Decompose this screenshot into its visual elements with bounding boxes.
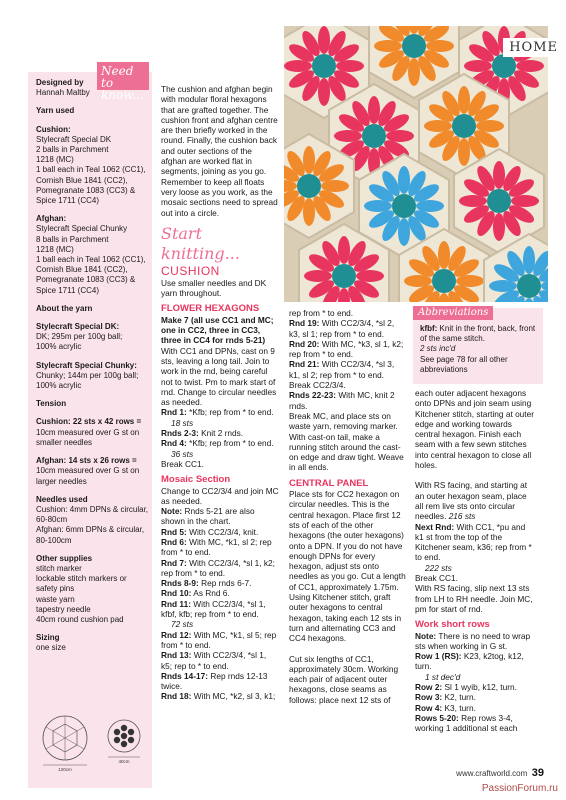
- abbr-term: kfbf:: [420, 324, 438, 333]
- paragraph-text: Break CC2/3/4.: [289, 380, 346, 391]
- paragraph: [289, 308, 407, 318]
- sidebar-line: 1218 (MC): [36, 244, 74, 254]
- need-to-know-content: [36, 78, 150, 654]
- petal: [364, 200, 392, 212]
- sidebar-heading: Cushion:: [36, 124, 71, 134]
- sidebar-line: Spice 1711 (CC4): [36, 196, 99, 206]
- petal: [456, 275, 484, 287]
- abbr-inc: 2 sts inc'd: [420, 344, 456, 354]
- paragraph-text: Break MC, and place sts on waste yarn, removing marker. With cast-on tail, make a running stitch around the cast-on edge and draw tight. Weave in all ends.: [289, 410, 404, 473]
- petal: [368, 96, 380, 124]
- row-text: Rnds 5-21 are also shown in the chart.: [161, 506, 255, 527]
- pattern-row: [161, 506, 279, 527]
- footer-site: www.craftworld.com: [456, 769, 528, 778]
- row-text: There is no need to wrap sts when working in G st.: [415, 630, 531, 651]
- subsection-heading: Work short rows: [415, 619, 490, 631]
- sidebar-line: Pomegranate 1083 (CC3) &: [36, 185, 136, 195]
- row-text: With CC2/3/4, *sl 1, k2; rep from * to end.: [161, 557, 275, 578]
- subsection-heading: Mosaic Section: [161, 474, 231, 486]
- need-to-know-tab: Need to know...: [97, 62, 149, 90]
- row-text: With MC, *k3, sl 1, k2; rep from * to end.: [289, 338, 404, 360]
- row-label: Rnd 21:: [289, 359, 320, 370]
- petal: [459, 195, 487, 207]
- sidebar-line: Cornish Blue 1841 (CC2),: [36, 265, 128, 275]
- abbr-def: Knit in the front, back, front of the same stitch.: [420, 324, 536, 344]
- sidebar-line: 80-100cm: [36, 535, 72, 545]
- pattern-row: [161, 527, 279, 537]
- row-text: K2, turn.: [442, 692, 476, 703]
- petal: [303, 146, 315, 174]
- sidebar-heading: Afghan:: [36, 214, 67, 224]
- sidebar-heading: Afghan: 14 sts x 26 rows =: [36, 456, 137, 466]
- row-label: Rnd 1:: [161, 407, 187, 418]
- subsection-heading: FLOWER HEXAGONS: [161, 303, 260, 315]
- pattern-row: [415, 651, 535, 682]
- paragraph-text: With RS facing, and starting at an outer hexagon seam, place all rem live sts onto circular needles.: [415, 480, 528, 522]
- paragraph: [415, 388, 535, 470]
- sidebar-heading: Other supplies: [36, 553, 93, 563]
- abbreviations-tab: Abbreviations: [413, 306, 493, 320]
- pattern-row: [161, 537, 279, 558]
- stitch-count: 18 sts: [171, 417, 194, 428]
- row-text: As Rnd 6.: [191, 588, 230, 599]
- petal: [284, 60, 312, 72]
- petal: [374, 40, 402, 52]
- pattern-row: [415, 682, 535, 692]
- sidebar-line: larger needles: [36, 476, 87, 486]
- sidebar-line: Spice 1711 (CC4): [36, 285, 99, 295]
- sidebar-line: 40cm round cushion pad: [36, 614, 124, 624]
- row-label: Rnds 22-23:: [289, 390, 337, 401]
- stitch-count: 72 sts: [171, 619, 194, 630]
- afghan-size-icon: [43, 716, 87, 765]
- sizing-diagram: [32, 712, 150, 772]
- row-label: Rnds 14-17:: [161, 670, 209, 681]
- row-label: Rnd 5:: [161, 526, 187, 537]
- row-text: *Kfb; rep from * to end.: [186, 438, 274, 449]
- paragraph-text: With CC1 and DPNs, cast on 9 sts, leaving a long tail. Join to work in the rnd, being careful not to twist. Pm to mark start of rnd. Change to circular needles as needed.: [161, 345, 277, 408]
- petal: [458, 86, 470, 114]
- row-text: K23, k2tog, k12, turn.: [415, 651, 524, 672]
- pattern-column-2: [289, 308, 407, 705]
- paragraph-text: each outer adjacent hexagons onto DPNs and join seam using Kitchener stitch, starting at outer edge and working towards central hexagon. Finish each seam with a few sewn stitches into central hexagon to close all holes.: [415, 388, 534, 471]
- pattern-row: [161, 428, 279, 438]
- sidebar-line: Cornish Blue 1841 (CC2),: [36, 175, 128, 185]
- pattern-row: [289, 390, 407, 411]
- paragraph-text: With RS facing, slip next 13 sts from LH to RH needle. Join MC, pm for start of rnd.: [415, 583, 533, 614]
- row-text: With CC2/3/4, knit.: [186, 526, 259, 537]
- pattern-row: [415, 703, 535, 713]
- section-title: CUSHION: [161, 263, 220, 278]
- row-text: Knit 2 rnds.: [198, 428, 244, 439]
- pattern-row: [161, 588, 279, 598]
- cushion-size-label: 40cm: [118, 759, 130, 764]
- sidebar-line: tapestry needle: [36, 604, 91, 614]
- paragraph: [289, 411, 407, 473]
- pattern-row: [161, 407, 279, 428]
- petal: [318, 26, 330, 54]
- petal: [408, 58, 420, 86]
- flower-centre: [362, 124, 386, 148]
- row-text: *Kfb; rep from * to end.: [186, 407, 274, 418]
- sidebar-line: waste yarn: [36, 594, 75, 604]
- petal: [321, 180, 349, 192]
- petal: [493, 161, 505, 189]
- paragraph: [289, 489, 407, 643]
- sidebar-line: one size: [36, 643, 66, 653]
- abbreviations-content: [420, 324, 540, 375]
- sidebar-heading: Sizing: [36, 633, 60, 643]
- petal: [386, 130, 414, 142]
- pattern-row: [415, 522, 535, 573]
- pattern-column-1: [161, 84, 279, 702]
- sidebar-line: DK; 295m per 100g ball;: [36, 332, 123, 342]
- sidebar-line: 1 ball each in Teal 1062 (CC1),: [36, 255, 146, 265]
- row-label: Rnd 13:: [161, 650, 192, 661]
- flower-centre: [517, 274, 541, 298]
- petal: [476, 120, 504, 132]
- row-label: Rnds 8-9:: [161, 578, 199, 589]
- sidebar-line: safety pins: [36, 584, 75, 594]
- petal: [424, 120, 452, 132]
- spacer: [289, 644, 407, 654]
- row-label: Rnd 11:: [161, 598, 191, 609]
- pattern-row: [161, 671, 279, 692]
- sidebar-line: Hannah Maltby: [36, 88, 90, 98]
- pattern-row: [415, 692, 535, 702]
- row-text: With CC2/3/4, *sl 1, kfbf, kfb; rep from * to end.: [161, 598, 266, 620]
- row-label: Row 3:: [415, 692, 443, 703]
- pattern-row: [415, 713, 535, 734]
- paragraph-text: Break CC1.: [161, 458, 204, 469]
- page-footer: [456, 767, 544, 779]
- row-text: With CC2/3/4, *sl 1, k5; rep to * to end.: [161, 650, 267, 671]
- paragraph-text: Cut six lengths of CC1, approximately 30cm. Working each pair of adjacent outer hexagons, close seams as follows: place next 12 sts of: [289, 653, 399, 705]
- row-text: With CC2/3/4, *sl 2, k3, sl 1; rep from * to end.: [289, 318, 395, 339]
- sidebar-line: 60-80cm: [36, 515, 68, 525]
- paragraph: [415, 480, 535, 521]
- sidebar-line: Stylecraft Special DK: [36, 134, 112, 144]
- petal: [318, 78, 330, 106]
- petal: [398, 218, 410, 246]
- stitch-count: 36 sts: [171, 448, 194, 459]
- paragraph: [161, 486, 279, 507]
- row-label: Rnd 19:: [289, 318, 320, 329]
- paragraph: [289, 380, 407, 390]
- petal: [426, 40, 454, 52]
- flower-centre: [432, 269, 456, 293]
- paragraph-text: Change to CC2/3/4 and join MC as needed.: [161, 485, 279, 506]
- sidebar-line: Cushion: 4mm DPNs & circular,: [36, 504, 149, 514]
- subsection-heading: CENTRAL PANEL: [289, 477, 369, 489]
- row-label: Rnd 18:: [161, 691, 192, 702]
- stitch-count: 216 sts: [448, 511, 476, 522]
- petal: [458, 138, 470, 166]
- pattern-row: [161, 691, 279, 701]
- row-label: Note:: [161, 506, 183, 517]
- petal: [404, 275, 432, 287]
- row-label: Rnds 2-3:: [161, 428, 199, 439]
- stitch-count: 222 sts: [425, 562, 452, 573]
- abbr-see: See page 78 for all other abbreviations: [420, 354, 508, 374]
- paragraph: [415, 583, 535, 614]
- row-text: With MC, *k2, sl 3, k1;: [191, 691, 276, 702]
- petal: [338, 236, 350, 264]
- sidebar-heading: About the yarn: [36, 303, 93, 313]
- row-label: Rnd 20:: [289, 338, 320, 349]
- pattern-column-3: [415, 388, 535, 734]
- row-text: Rep rows 3-4, working 1 additional st each: [415, 712, 518, 734]
- pattern-row: [161, 578, 279, 588]
- pattern-row: [161, 630, 279, 651]
- paragraph-text: Use smaller needles and DK yarn throughout.: [161, 277, 267, 299]
- row-text: Sl 1 wyib, k12, turn.: [442, 682, 517, 693]
- sidebar-heading: Needles used: [36, 494, 88, 504]
- pattern-row: [289, 318, 407, 339]
- section-label: HOME: [503, 38, 564, 57]
- sidebar-line: Stylecraft Special Chunky: [36, 224, 128, 234]
- sidebar-line: 2 balls in Parchment: [36, 145, 109, 155]
- sidebar-line: 10cm measured over G st on: [36, 427, 140, 437]
- pattern-row: [289, 359, 407, 380]
- row-text: With MC, *k1, sl 2; rep from * to end.: [161, 536, 272, 558]
- sidebar-heading: Stylecraft Special DK:: [36, 322, 120, 332]
- sidebar-line: 1 ball each in Teal 1062 (CC1),: [36, 165, 146, 175]
- flower-centre: [487, 189, 511, 213]
- paragraph-text: The cushion and afghan begin with modular floral hexagons that are grafted together. The cushion front and afghan centre are then briefly worked in the round. Finally, the cushion back and outer sections of the afghan are worked flat in segments, joining as you go. Remember to keep all floats very loose as you work, as the mosaic sections need to spread out into a circle.: [161, 84, 278, 218]
- row-text: K3, turn.: [442, 702, 476, 713]
- flower-centre: [392, 194, 416, 218]
- paragraph: [161, 278, 279, 299]
- sidebar-heading: Tension: [36, 399, 67, 409]
- row-label: Rnd 4:: [161, 438, 187, 449]
- sidebar-line: Pomegranate 1083 (CC3) &: [36, 275, 136, 285]
- row-label: Rnd 6:: [161, 536, 187, 547]
- paragraph-text: rep from * to end.: [289, 308, 354, 318]
- row-label: Row 2:: [415, 682, 443, 693]
- row-text: With MC, *k1, sl 5; rep from * to end.: [161, 629, 277, 650]
- row-label: Rnd 12:: [161, 629, 192, 640]
- paragraph-text: Place sts for CC2 hexagon on circular needles. This is the central hexagon. Place first 12 sts of each of the other hexagons (the outer hexagons) onto a DPN. If you do not have enough DPNs for every hexagon, adjust sts onto needles as you go. Cut a length of CC1, approximately 1.75m. Using Kitchener stitch, graft outer hexagons to central hexagon, taking each 12 sts in turn and alternating CC3 and CC4 hexagons.: [289, 489, 406, 644]
- petal: [523, 246, 535, 274]
- row-label: Row 1 (RS):: [415, 651, 462, 662]
- bold-instruction: Make 7 (all use CC1 and MC; one in CC2, three in CC3, three in CC4 for rnds 5-21): [161, 314, 274, 346]
- page-number: 39: [531, 767, 544, 779]
- petal: [334, 130, 362, 142]
- row-label: Rnd 10:: [161, 588, 192, 599]
- flower-centre: [452, 114, 476, 138]
- petal: [516, 60, 544, 72]
- sidebar-line: smaller needles: [36, 437, 93, 447]
- flower-centre: [297, 174, 321, 198]
- sidebar-line: lockable stitch markers or: [36, 574, 127, 584]
- sidebar-line: Chunky; 144m per 100g ball;: [36, 370, 139, 380]
- petal: [493, 213, 505, 241]
- sidebar-heading: Stylecraft Special Chunky:: [36, 360, 137, 370]
- pattern-row: [289, 339, 407, 360]
- petal: [464, 60, 492, 72]
- sidebar-line: 1218 (MC): [36, 155, 74, 165]
- sidebar-heading: Cushion: 22 sts x 42 rows =: [36, 417, 142, 427]
- petal: [511, 195, 539, 207]
- spacer: [415, 470, 535, 480]
- sidebar-line: Afghan: 6mm DPNs & circular,: [36, 525, 145, 535]
- petal: [336, 60, 364, 72]
- row-text: With CC1, *pu and k1 st from the top of the Kitchener seam, k36; rep from * to end.: [415, 521, 532, 563]
- sidebar-line: 10cm measured over G st on: [36, 466, 140, 476]
- pattern-row: [161, 650, 279, 671]
- start-knitting-heading: Start knitting...: [161, 223, 240, 263]
- petal: [416, 200, 444, 212]
- row-label: Rows 5-20:: [415, 712, 459, 723]
- pattern-row: [161, 599, 279, 630]
- paragraph: [289, 654, 407, 705]
- sidebar-line: 100% acrylic: [36, 342, 82, 352]
- sidebar-line: 100% acrylic: [36, 381, 82, 391]
- sidebar-line: stitch marker: [36, 563, 82, 573]
- afghan-photo: [284, 26, 548, 302]
- pattern-row: [415, 631, 535, 652]
- row-label: Note:: [415, 630, 437, 641]
- flower-centre: [492, 54, 516, 78]
- row-label: Rnd 7:: [161, 557, 187, 568]
- stitch-count: 1 st dec'd: [425, 671, 461, 682]
- row-text: Rep rnds 12-13 twice.: [161, 670, 268, 692]
- paragraph: [161, 84, 279, 218]
- row-label: Next Rnd:: [415, 521, 455, 532]
- sidebar-heading: Designed by: [36, 78, 84, 87]
- watermark: PassionForum.ru: [481, 783, 558, 794]
- pattern-row: [161, 438, 279, 459]
- cushion-size-icon: [108, 720, 140, 757]
- row-text: Rep rnds 6-7.: [198, 578, 252, 589]
- paragraph: [415, 573, 535, 583]
- sidebar-line: 8 balls in Parchment: [36, 234, 109, 244]
- flower-centre: [402, 34, 426, 58]
- petal: [303, 198, 315, 226]
- paragraph-text: Break CC1.: [415, 573, 458, 584]
- flower-centre: [332, 264, 356, 288]
- crochet-afghan-illustration: [284, 26, 548, 302]
- afghan-size-label: 120cm: [58, 767, 72, 772]
- row-text: With CC2/3/4, *sl 3, k1, sl 2; rep from * to end.: [289, 359, 395, 380]
- row-label: Row 4:: [415, 702, 443, 713]
- row-text: With MC, knit 2 rnds.: [289, 390, 395, 411]
- sidebar-heading: Yarn used: [36, 106, 75, 116]
- petal: [489, 280, 517, 292]
- petal: [438, 241, 450, 269]
- pattern-row: [161, 558, 279, 579]
- petal: [304, 270, 332, 282]
- petal: [398, 166, 410, 194]
- paragraph: [161, 459, 279, 469]
- flower-centre: [312, 54, 336, 78]
- petal: [356, 270, 384, 282]
- paragraph: [161, 346, 279, 408]
